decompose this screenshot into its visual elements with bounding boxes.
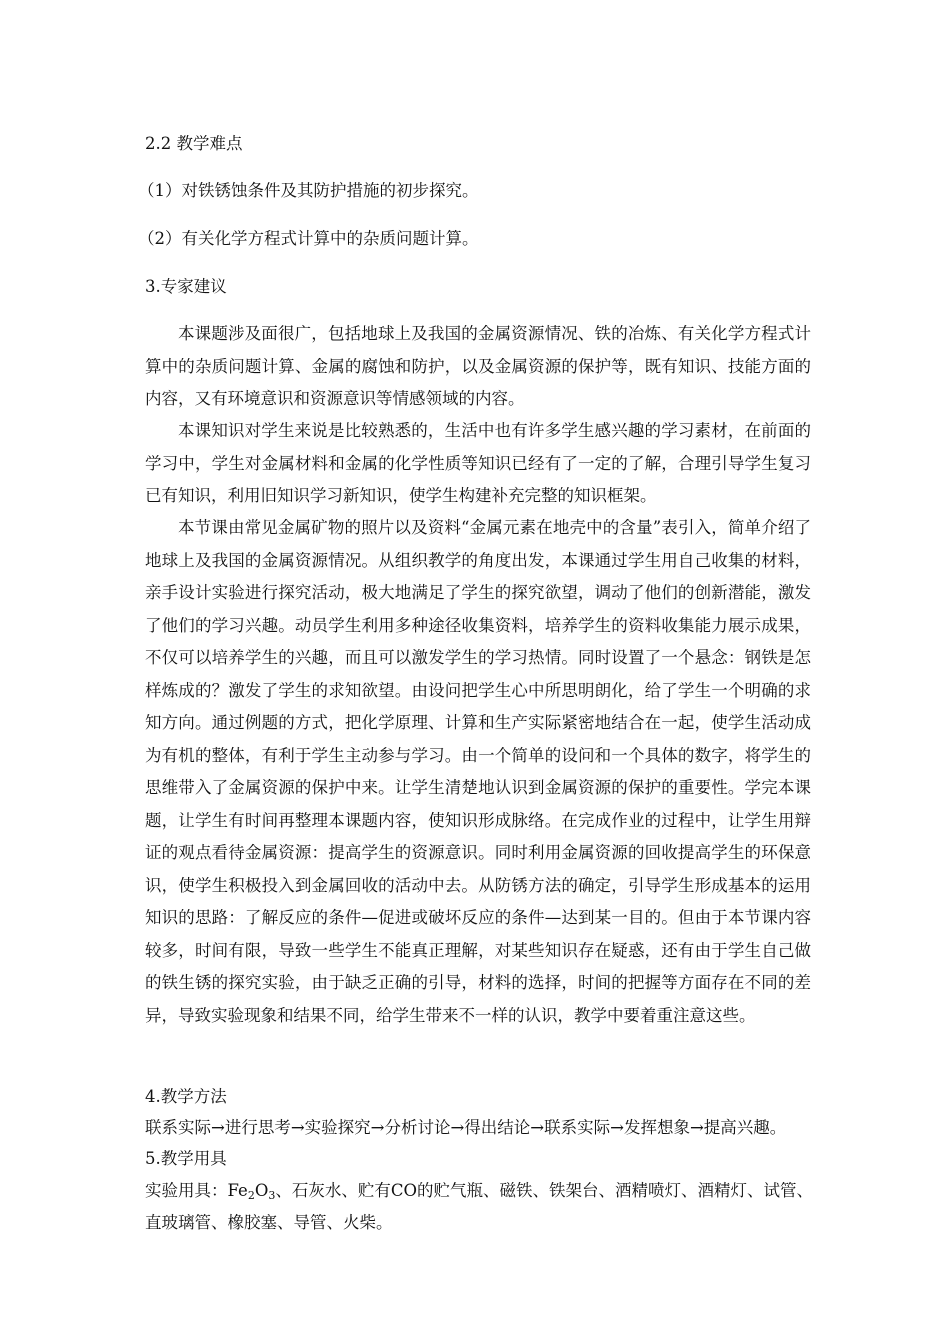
section-3-heading: 3.专家建议 — [145, 277, 227, 296]
tools-label: 实验用具： — [145, 1181, 228, 1200]
section-5-heading: 5.教学用具 — [145, 1149, 227, 1168]
formula-subscript-2: 2 — [247, 1189, 255, 1202]
formula-o: O — [254, 1181, 269, 1200]
section-2-2-heading: 2.2 教学难点 — [145, 134, 243, 153]
expert-paragraph-3: 本节课由常见金属矿物的照片以及资料“金属元素在地壳中的含量”表引入，简单介绍了地球上及我国的金属资源情况。从组织教学的角度出发，本课通过学生用自己收集的材料，亲手设计实验进行探究活动，极大地满足了学生的探究欲望，调动了他们的创新潜能，激发了他们的学习兴趣。动员学生利用多种途径收集资料，培养学生的资料收集能力展示成果，不仅可以培养学生的兴趣，而且可以激发学生的学习热情。同时设置了一个悬念：钢铁是怎样炼成的？激发了学生的求知欲望。由设问把学生心中所思明朗化，给了学生一个明确的求知方向。通过例题的方式，把化学原理、计算和生产实际紧密地结合在一起，使学生活动成为有机的整体，有利于学生主动参与学习。由一个简单的设问和一个具体的数字，将学生的思维带入了金属资源的保护中来。让学生清楚地认识到金属资源的保护的重要性。学完本课题，让学生有时间再整理本课题内容，使知识形成脉络。在完成作业的过程中，让学生用辩证的观点看待金属资源：提高学生的资源意识。同时利用金属资源的回收提高学生的环保意识，使学生积极投入到金属回收的活动中去。从防锈方法的确定，引导学生形成基本的运用知识的思路：了解反应的条件—促进或破坏反应的条件—达到某一目的。但由于本节课内容较多，时间有限，导致一些学生不能真正理解，对某些知识存在疑惑，还有由于学生自己做的铁生锈的探究实验，由于缺乏正确的引导，材料的选择，时间的把握等方面存在不同的差异，导致实验现象和结果不同，给学生带来不一样的认识，教学中要着重注意这些。 — [145, 518, 811, 1025]
tools-line-2: 直玻璃管、橡胶塞、导管、火柴。 — [145, 1213, 393, 1232]
expert-paragraph-1: 本课题涉及面很广，包括地球上及我国的金属资源情况、铁的冶炼、有关化学方程式计算中的杂质问题计算、金属的腐蚀和防护，以及金属资源的保护等，既有知识、技能方面的内容，又有环境意识和资源意识等情感领域的内容。 — [145, 324, 811, 408]
section-4-heading: 4.教学方法 — [145, 1087, 227, 1106]
expert-paragraph-2: 本课知识对学生来说是比较熟悉的，生活中也有许多学生感兴趣的学习素材，在前面的学习中，学生对金属材料和金属的化学性质等知识已经有了一定的了解，合理引导学生复习已有知识，利用旧知识学习新知识，使学生构建补充完整的知识框架。 — [145, 421, 811, 505]
teaching-method-text: 联系实际→进行思考→实验探究→分析讨论→得出结论→联系实际→发挥想象→提高兴趣。 — [145, 1118, 787, 1137]
difficulty-item-2: （2）有关化学方程式计算中的杂质问题计算。 — [138, 229, 479, 248]
difficulty-item-1: （1）对铁锈蚀条件及其防护措施的初步探究。 — [138, 181, 479, 200]
formula-subscript-3: 3 — [268, 1189, 276, 1202]
tools-list-rest: 、石灰水、贮有CO的贮气瓶、磁铁、铁架台、酒精喷灯、酒精灯、试管、 — [275, 1181, 813, 1200]
formula-fe: Fe — [227, 1181, 248, 1200]
tools-line-1 — [145, 1180, 813, 1207]
